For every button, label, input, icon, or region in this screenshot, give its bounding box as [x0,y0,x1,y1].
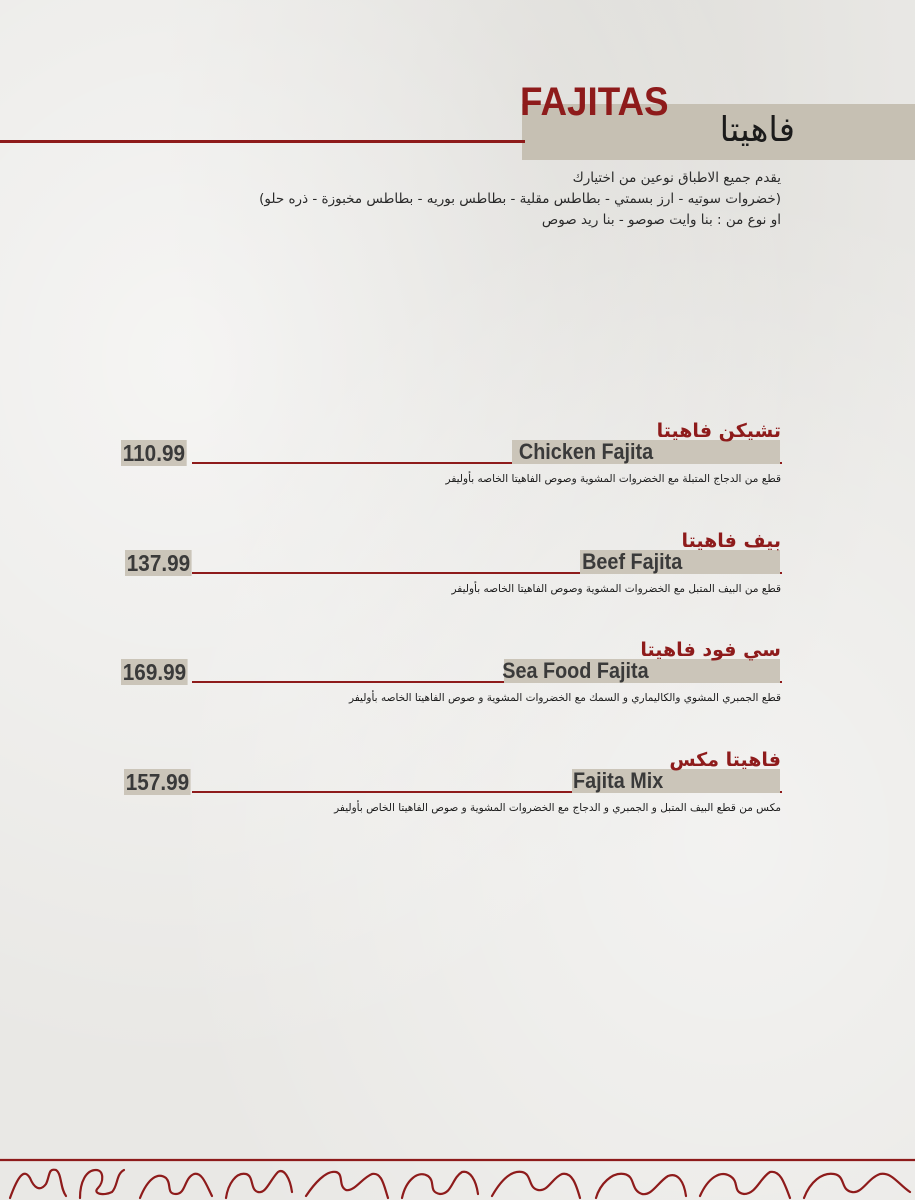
border-flourish [700,1172,790,1198]
menu-item-beef-fajita [0,530,915,606]
menu-item-sea-food-fajita [0,639,915,715]
border-flourish [80,1170,124,1198]
item-price: 169.99 [122,659,187,685]
item-price: 137.99 [126,550,191,576]
intro-line: (خضروات سوتيه - ارز بسمتي - بطاطس مقلية - بطاطس بوريه - بطاطس مخبوزة - ذره حلو) [259,191,781,207]
item-name-arabic: فاهيتا مكس [669,749,781,771]
intro-line: او نوع من : بنا وايت صوصو - بنا ريد صوص [541,212,781,228]
item-name-english: Sea Food Fajita [502,658,649,683]
item-price: 110.99 [122,440,185,466]
intro-line: يقدم جميع الاطباق نوعين من اختيارك [572,170,781,186]
border-flourish [492,1172,580,1198]
intro-text [161,168,781,231]
border-flourish [10,1170,66,1198]
item-name-english: Beef Fajita [581,549,682,574]
border-flourish [226,1171,292,1198]
menu-item-chicken-fajita [0,420,915,496]
border-flourish [306,1172,388,1198]
title-rule [0,140,525,143]
item-name-arabic: بيف فاهيتا [681,530,781,552]
border-flourish [402,1172,478,1198]
menu-item-fajita-mix [0,749,915,825]
item-description: قطع من البيف المتبل مع الخضروات المشوية وصوص الفاهيتا الخاصه بأوليفر [451,583,781,595]
item-name-arabic: تشيكن فاهيتا [656,420,781,442]
item-description: قطع من الدجاج المتبلة مع الخضروات المشوية وصوص الفاهيتا الخاصه بأوليفر [445,473,781,485]
page-title-english: FAJITAS [520,80,669,124]
item-name-arabic: سي فود فاهيتا [640,639,781,661]
item-price: 157.99 [125,769,190,795]
item-description: قطع الجمبري المشوي والكاليماري و السمك مع الخضروات المشوية و صوص الفاهيتا الخاصه بأوليفر [348,692,781,704]
border-flourish [804,1174,910,1198]
item-name-english: Chicken Fajita [518,439,653,464]
decorative-border [0,1148,915,1200]
border-flourish [596,1174,686,1198]
page-title-arabic: فاهيتا [719,110,795,150]
item-name-english: Fajita Mix [572,768,663,793]
border-flourish [140,1174,212,1198]
item-description: مكس من قطع البيف المتبل و الجمبري و الدجاج مع الخضروات المشوية و صوص الفاهيتا الخاص بأوليفر [334,802,781,814]
